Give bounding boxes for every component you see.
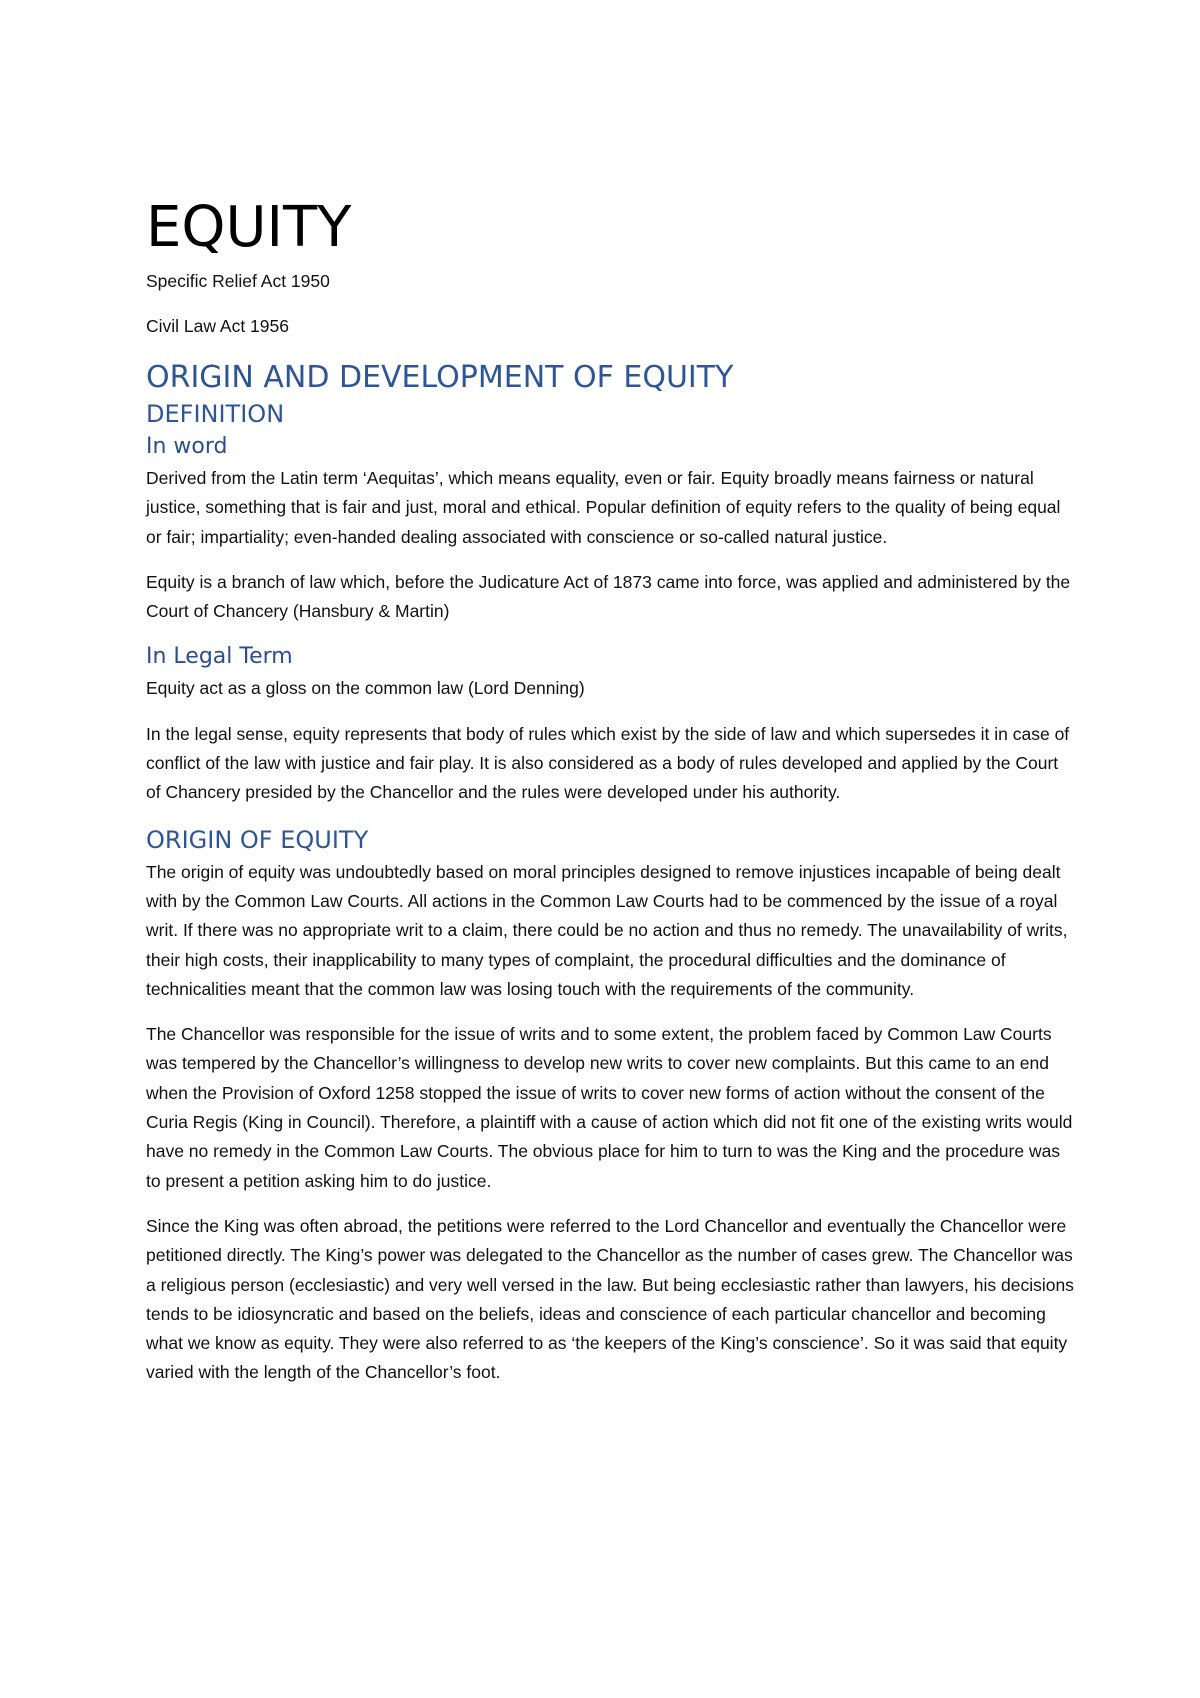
heading-origin-and-development: ORIGIN AND DEVELOPMENT OF EQUITY	[146, 360, 734, 395]
subline-act-1: Specific Relief Act 1950	[146, 271, 330, 291]
paragraph-in-word-1: Derived from the Latin term ‘Aequitas’, which means equality, even or fair. Equity broadly means fairness or natural justice, something that is fair and just, moral and ethical. Popular definition of equity refers to the quality of being equal or fair; impartiality; even-handed dealing associated with conscience or so-called natural justice.	[146, 468, 1061, 547]
subline-act-2: Civil Law Act 1956	[146, 316, 289, 336]
paragraph-legal-term-1: Equity act as a gloss on the common law (Lord Denning)	[146, 678, 585, 699]
paragraph-origin-3: Since the King was often abroad, the petitions were referred to the Lord Chancellor and eventually the Chancellor were petitioned directly. The King’s power was delegated to the Chancellor as the number of cases grew. The Chancellor was a religious person (ecclesiastic) and very well versed in the law. But being ecclesiastic rather than lawyers, his decisions tends to be idiosyncratic and based on the beliefs, ideas and conscience of each particular chancellor and becoming what we know as equity. They were also referred to as ‘the keepers of the King’s conscience’. So it was said that equity varied with the length of the Chancellor’s foot.	[146, 1215, 1074, 1383]
document-title: EQUITY	[146, 195, 352, 260]
paragraph-origin-1: The origin of equity was undoubtedly based on moral principles designed to remove injustices incapable of being dealt with by the Common Law Courts. All actions in the Common Law Courts had to be commenced by the issue of a royal writ. If there was no appropriate writ to a claim, there could be no action and thus no remedy. The unavailability of writs, their high costs, their inapplicability to many types of complaint, the procedural difficulties and the dominance of technicalities meant that the common law was losing touch with the requirements of the community.	[146, 861, 1068, 999]
document-body	[146, 195, 1076, 1404]
heading-in-legal-term: In Legal Term	[146, 644, 293, 670]
heading-definition: DEFINITION	[146, 400, 285, 428]
paragraph-legal-term-2: In the legal sense, equity represents that body of rules which exist by the side of law and which supersedes it in case of conflict of the law with justice and fair play. It is also considered as a body of rules developed and applied by the Court of Chancery presided by the Chancellor and the rules were developed under his authority.	[146, 723, 1070, 803]
heading-in-word: In word	[146, 434, 228, 459]
paragraph-origin-2: The Chancellor was responsible for the issue of writs and to some extent, the problem faced by Common Law Courts was tempered by the Chancellor’s willingness to develop new writs to cover new complaints. But this came to an end when the Provision of Oxford 1258 stopped the issue of writs to cover new forms of action without the consent of the Curia Regis (King in Council). Therefore, a plaintiff with a cause of action which did not fit one of the existing writs would have no remedy in the Common Law Courts. The obvious place for him to turn to was the King and the procedure was to present a petition asking him to do justice.	[146, 1024, 1073, 1191]
heading-origin-of-equity: ORIGIN OF EQUITY	[146, 825, 369, 854]
paragraph-in-word-2: Equity is a branch of law which, before the Judicature Act of 1873 came into force, was applied and administered by the Court of Chancery (Hansbury & Martin)	[146, 571, 1071, 622]
